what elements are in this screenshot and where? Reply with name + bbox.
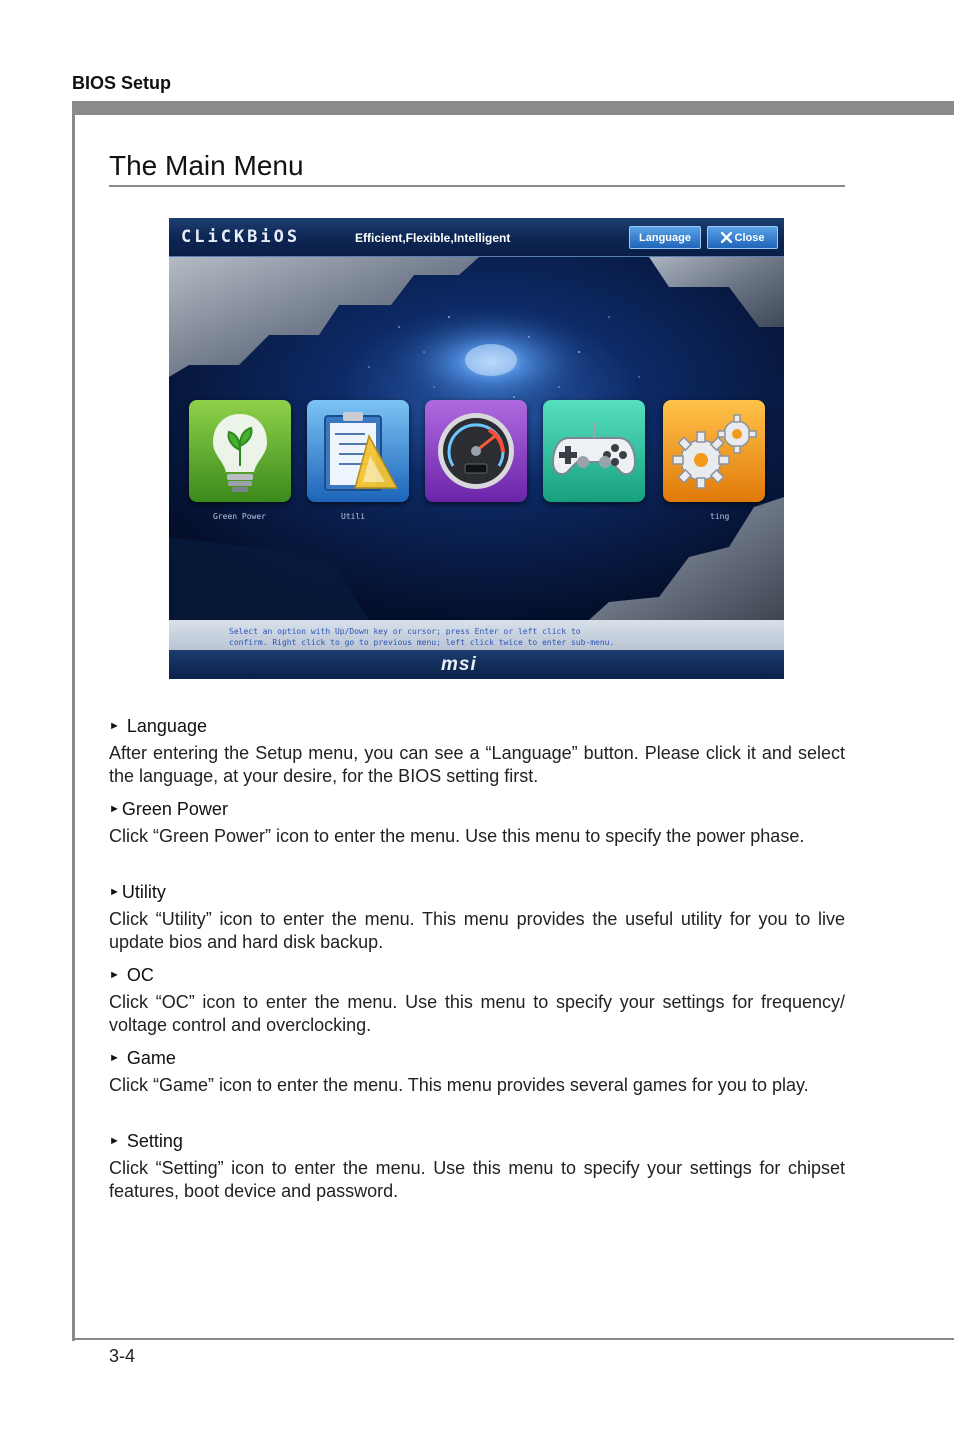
section-title-utility: ► Utility [109, 882, 166, 902]
section-title-green-power: ► Green Power [109, 799, 228, 819]
close-icon [721, 232, 732, 243]
section-body-utility: Click “Utility” icon to enter the menu. This menu provides the useful utility for you to live update bios and hard disk backup. [109, 909, 845, 952]
game-tile[interactable] [543, 400, 645, 502]
close-button-label: Close [734, 231, 765, 244]
section-title-game: ► Game [109, 1048, 176, 1068]
utility-tile[interactable] [307, 400, 409, 502]
page-number: 3-4 [109, 1346, 136, 1366]
bullet-triangle-icon: ► [109, 969, 120, 981]
bios-footer-bar [169, 650, 784, 679]
section-body-language: After entering the Setup menu, you can see a “Language” button. Please click it and select the language, at your desire, for the BIOS setting first. [109, 743, 845, 786]
speedometer-icon [425, 400, 527, 502]
status-line-1: Select an option with Up/Down key or cursor; press Enter or left click to [229, 627, 581, 636]
tile-label-utility: Utili [341, 512, 366, 521]
gears-icon [663, 400, 765, 502]
section-title-language: ► Language [109, 716, 207, 736]
gamepad-icon [543, 400, 645, 502]
green-power-tile[interactable] [189, 400, 291, 502]
section-title-oc: ► OC [109, 965, 154, 985]
section-title-setting: ► Setting [109, 1131, 183, 1151]
bullet-triangle-icon: ► [109, 886, 120, 898]
oc-tile[interactable] [425, 400, 527, 502]
bullet-triangle-icon: ► [109, 1135, 120, 1147]
setting-tile[interactable] [663, 400, 765, 502]
bios-tagline: Efficient,Flexible,Intelligent [355, 231, 511, 245]
language-button[interactable]: Language [629, 226, 701, 249]
clipboard-icon [307, 400, 409, 502]
bullet-triangle-icon: ► [109, 720, 120, 732]
tile-label-green-power: Green Power [213, 512, 266, 521]
page-header-label: BIOS Setup [72, 73, 172, 93]
bios-title-bar [169, 218, 784, 257]
bullet-triangle-icon: ► [109, 803, 120, 815]
lightbulb-icon [189, 400, 291, 502]
section-body-green-power: Click “Green Power” icon to enter the menu. Use this menu to specify the power phase. [109, 826, 805, 846]
section-body-game: Click “Game” icon to enter the menu. This menu provides several games for you to play. [109, 1075, 809, 1095]
status-line-2: confirm. Right click to go to previous menu; left click twice to enter sub-menu. [229, 638, 615, 647]
tile-label-setting: ting [710, 512, 730, 521]
bios-screenshot [169, 218, 784, 679]
section-body-oc: Click “OC” icon to enter the menu. Use this menu to specify your settings for frequency/ voltage control and overclocking. [109, 992, 845, 1035]
page-title: The Main Menu [109, 150, 304, 181]
bullet-triangle-icon: ► [109, 1052, 120, 1064]
section-body-setting: Click “Setting” icon to enter the menu. Use this menu to specify your settings for chipset features, boot device and password. [109, 1158, 845, 1201]
msi-logo: msi [441, 654, 477, 675]
close-button[interactable] [707, 226, 778, 249]
footer-rule [72, 1338, 954, 1340]
title-rule [109, 185, 845, 187]
bios-status-bar [169, 620, 784, 650]
left-margin-rule [72, 101, 75, 1341]
clickbios-logo: CLiCKBiOS [181, 227, 301, 247]
header-bar [72, 101, 954, 115]
